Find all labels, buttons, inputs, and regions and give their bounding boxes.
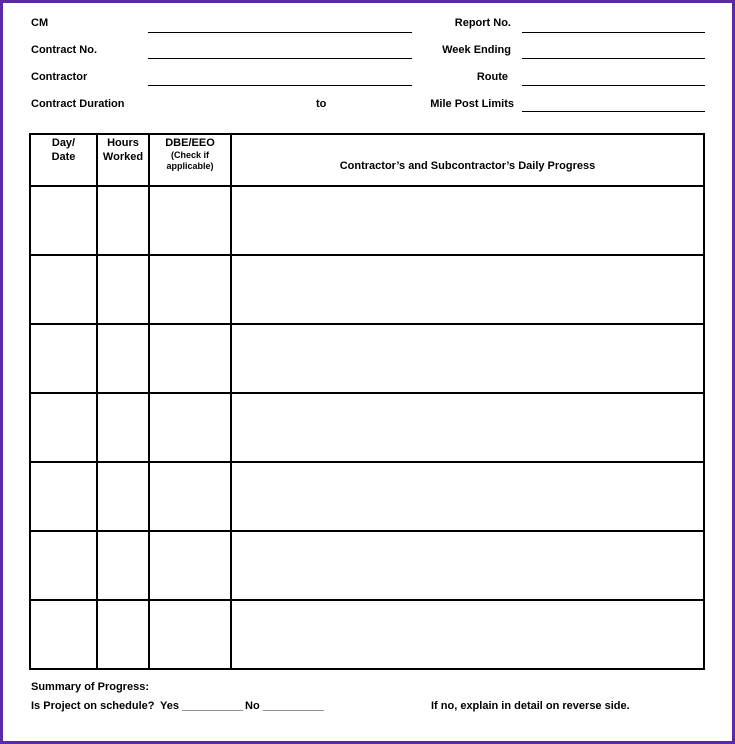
- route-label: Route: [476, 71, 508, 83]
- summary-of-progress-label: Summary of Progress:: [31, 681, 149, 693]
- contract-duration-label: Contract Duration: [31, 98, 125, 110]
- contractor-label: Contractor: [31, 71, 88, 83]
- daily-progress-cell[interactable]: [231, 531, 704, 600]
- daily-progress-table: [29, 133, 705, 670]
- daily-progress-cell[interactable]: [231, 255, 704, 324]
- dbe-eeo-cell[interactable]: [149, 186, 231, 255]
- route-field[interactable]: [522, 85, 705, 86]
- schedule-question: Is Project on schedule?: [31, 700, 155, 712]
- contract-no-label: Contract No.: [31, 44, 97, 56]
- col-day-line-1: Day/: [51, 137, 76, 149]
- contract-no-field[interactable]: [148, 58, 412, 59]
- week-ending-field[interactable]: [522, 58, 705, 59]
- dbe-eeo-cell[interactable]: [149, 255, 231, 324]
- day-date-cell[interactable]: [30, 531, 97, 600]
- day-date-cell[interactable]: [30, 393, 97, 462]
- report-no-field[interactable]: [522, 32, 705, 33]
- daily-progress-cell[interactable]: [231, 186, 704, 255]
- table-row: [30, 255, 704, 324]
- daily-progress-cell[interactable]: [231, 324, 704, 393]
- explain-note: If no, explain in detail on reverse side.: [431, 700, 630, 712]
- dbe-eeo-cell[interactable]: [149, 600, 231, 669]
- day-date-cell[interactable]: [30, 324, 97, 393]
- yes-field[interactable]: Yes __________: [160, 700, 244, 712]
- to-label: to: [316, 98, 327, 110]
- day-date-cell[interactable]: [30, 462, 97, 531]
- table-row: [30, 186, 704, 255]
- mile-post-limits-field[interactable]: [522, 111, 705, 112]
- hours-worked-cell[interactable]: [97, 324, 149, 393]
- mile-post-limits-label: Mile Post Limits: [430, 98, 514, 110]
- col-dbe-line-1: DBE/EEO: [165, 137, 215, 149]
- dbe-eeo-cell[interactable]: [149, 324, 231, 393]
- col-dbe-line-3: applicable): [166, 161, 214, 171]
- table-row: [30, 393, 704, 462]
- hours-worked-cell[interactable]: [97, 186, 149, 255]
- table-row: [30, 462, 704, 531]
- hours-worked-cell[interactable]: [97, 462, 149, 531]
- week-ending-label: Week Ending: [442, 44, 511, 56]
- day-date-cell[interactable]: [30, 255, 97, 324]
- col-hours-line-1: Hours: [107, 137, 139, 149]
- col-header-hours-worked: [97, 134, 149, 186]
- col-header-dbe-eeo: [149, 134, 231, 186]
- col-dbe-line-2: (Check if: [170, 150, 209, 160]
- cm-field[interactable]: [148, 32, 412, 33]
- hours-worked-cell[interactable]: [97, 600, 149, 669]
- table-row: [30, 600, 704, 669]
- daily-progress-cell[interactable]: [231, 393, 704, 462]
- col-day-line-2: Date: [51, 151, 76, 163]
- hours-worked-cell[interactable]: [97, 255, 149, 324]
- dbe-eeo-cell[interactable]: [149, 393, 231, 462]
- col-header-day-date: [30, 134, 97, 186]
- no-field[interactable]: No __________: [245, 700, 324, 712]
- report-no-label: Report No.: [454, 17, 511, 29]
- col-header-daily-progress: Contractor’s and Subcontractor’s Daily Progress: [231, 134, 704, 186]
- dbe-eeo-cell[interactable]: [149, 462, 231, 531]
- day-date-cell[interactable]: [30, 186, 97, 255]
- daily-progress-cell[interactable]: [231, 600, 704, 669]
- table-header-row: [30, 134, 704, 186]
- table-row: [30, 531, 704, 600]
- contractor-field[interactable]: [148, 85, 412, 86]
- day-date-cell[interactable]: [30, 600, 97, 669]
- hours-worked-cell[interactable]: [97, 393, 149, 462]
- daily-progress-cell[interactable]: [231, 462, 704, 531]
- dbe-eeo-cell[interactable]: [149, 531, 231, 600]
- cm-label: CM: [31, 17, 49, 29]
- hours-worked-cell[interactable]: [97, 531, 149, 600]
- table-row: [30, 324, 704, 393]
- col-hours-line-2: Worked: [102, 151, 144, 163]
